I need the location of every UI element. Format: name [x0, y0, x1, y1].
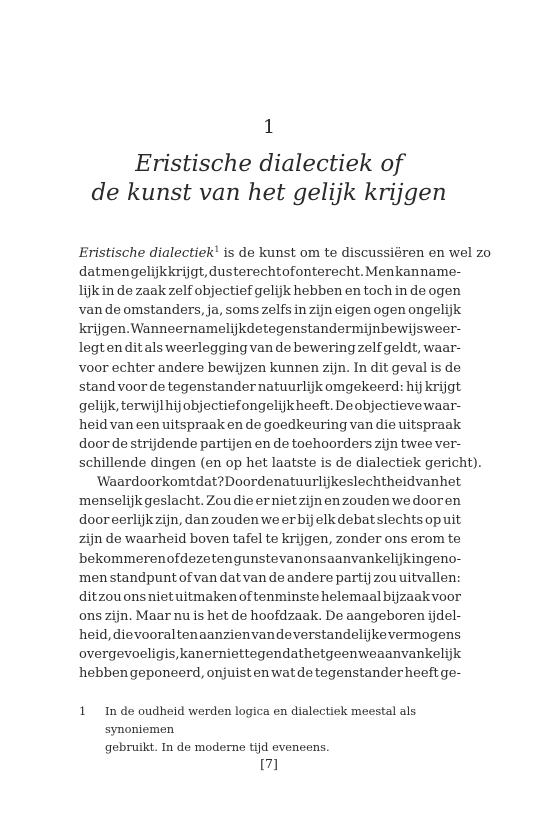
word: de [276, 627, 293, 643]
word: vermogens [387, 627, 461, 643]
word: uitvallen: [398, 570, 461, 586]
word: erom [410, 532, 445, 548]
word: dit [370, 360, 389, 376]
word: terwijl [120, 398, 164, 414]
word: hebben [293, 284, 343, 300]
word: en [444, 494, 461, 510]
chapter-title-line: Eristische dialectiek of [135, 151, 403, 177]
body-text [79, 244, 492, 683]
text-line [79, 569, 461, 588]
word: objectieve [354, 398, 423, 414]
footnote-line: gebruikt. In de moderne tijd eveneens. [105, 740, 330, 754]
word: uit [443, 513, 461, 529]
text-line [79, 645, 461, 664]
word: ogen [428, 284, 461, 300]
word: de [275, 341, 292, 357]
word: tegen [244, 646, 282, 662]
word: zijn [79, 532, 103, 548]
word: onterecht. [295, 265, 365, 281]
word: door [79, 513, 110, 529]
word: ons [123, 589, 147, 605]
word: bewijs [380, 322, 424, 338]
word: wat [271, 666, 296, 682]
word: in [394, 284, 408, 300]
word: deze [180, 551, 211, 567]
word: tegenstander [167, 379, 256, 395]
chapter-title [0, 150, 538, 208]
word: menselijk [79, 494, 143, 510]
word: hij [406, 379, 423, 395]
word: Door [224, 475, 258, 491]
text-line [79, 282, 461, 301]
word: tegenstander [314, 666, 403, 682]
word: van [279, 551, 303, 567]
word: ons [384, 532, 408, 548]
word: het [439, 475, 461, 491]
word: voor [117, 379, 148, 395]
word: namelijk [189, 322, 247, 338]
word: hebben [79, 666, 129, 682]
text-line [79, 511, 461, 530]
word: en [227, 417, 244, 433]
word: ons [79, 608, 103, 624]
word: verstandelijke [293, 627, 387, 643]
word: geponeerd, [129, 666, 205, 682]
word: partijen [200, 436, 253, 452]
word: van [349, 417, 374, 433]
word: natuurlijke [273, 475, 347, 491]
word: ten [211, 551, 233, 567]
word: De [334, 398, 354, 414]
word: te [447, 532, 461, 548]
emphasized-term: Eristische dialectiek [79, 246, 215, 261]
word: soms [225, 303, 260, 319]
word: weer- [423, 322, 461, 338]
word: zonder [335, 532, 382, 548]
word: omstanders, [123, 303, 206, 319]
word: geval [391, 360, 428, 376]
word: ver- [435, 436, 461, 452]
word: bewering [293, 341, 356, 357]
word: van [243, 570, 267, 586]
word: ongelijk [241, 398, 295, 414]
word: heid [79, 417, 108, 433]
word: zijn. [104, 608, 133, 624]
word: natuurlijk [257, 379, 323, 395]
word: toch [363, 284, 393, 300]
word: van [79, 303, 103, 319]
text-line [79, 435, 461, 454]
word: uitspraak [398, 417, 461, 433]
word: de [444, 360, 461, 376]
word: debat [337, 513, 375, 529]
word: zijn. [322, 360, 351, 376]
word: stand [79, 379, 116, 395]
word: aanzien [199, 627, 251, 643]
text-line [79, 378, 461, 397]
text-line [79, 473, 461, 492]
word: eerlijk [111, 513, 154, 529]
text-line [79, 301, 461, 320]
footnote-number: 1 [79, 704, 87, 718]
text-line [79, 588, 461, 607]
word: kan [395, 265, 420, 281]
word: dat [219, 570, 241, 586]
word: krijgen. [79, 322, 131, 338]
word: Waardoor [97, 475, 162, 491]
word: eigen [334, 303, 372, 319]
word: de [116, 284, 134, 300]
text-line [79, 664, 461, 683]
word: heeft. [295, 398, 334, 414]
word: de [246, 322, 263, 338]
word: hoofdzaak. [250, 608, 323, 624]
word: hetgeen [303, 646, 358, 662]
word: partij [335, 570, 372, 586]
word: ijdel- [427, 608, 461, 624]
text-line [79, 397, 461, 416]
word: of [282, 265, 295, 281]
word: en [324, 494, 341, 510]
word: name- [420, 265, 461, 281]
word: er [281, 513, 296, 529]
word: krijgt [424, 379, 461, 395]
word: zelf [357, 341, 382, 357]
word: zijn [374, 436, 399, 452]
word: gelijk [130, 265, 168, 281]
word: legt [79, 341, 105, 357]
chapter-title-line: de kunst van het gelijk krijgen [91, 180, 447, 206]
word: van [109, 417, 134, 433]
word: echter [111, 360, 155, 376]
word: van [193, 570, 218, 586]
word: boven [189, 532, 230, 548]
word: twee [400, 436, 433, 452]
word: dit [79, 589, 97, 605]
word: kunnen [269, 360, 320, 376]
word: Maar [135, 608, 171, 624]
word: het [207, 608, 229, 624]
word: slechts [376, 513, 424, 529]
word: uitspraak [162, 417, 225, 433]
word: vooral [134, 627, 176, 643]
word: dat? [195, 475, 225, 491]
word: zijn, [155, 513, 183, 529]
word: die [233, 494, 254, 510]
word: zijn [308, 303, 333, 319]
word: we [357, 646, 377, 662]
text-line [79, 244, 492, 263]
word: in [101, 284, 115, 300]
word: niet [218, 646, 245, 662]
word: aangeboren [346, 608, 426, 624]
word: terecht [233, 265, 282, 281]
word: mijn [351, 322, 381, 338]
word: heeft [404, 666, 439, 682]
word: waar- [423, 398, 461, 414]
text-line [79, 492, 461, 511]
word: De [325, 608, 344, 624]
word: de [273, 436, 290, 452]
word: Wanneer [130, 322, 190, 338]
word: als [144, 341, 164, 357]
word: is [430, 360, 442, 376]
footnote-line: In de oudheid werden logica en dialectiek meestal als synoniemen [105, 704, 417, 736]
word: op [424, 513, 442, 529]
word: standpunt [109, 570, 177, 586]
word: hij [165, 398, 182, 414]
footnote [79, 702, 461, 756]
word: geldt, [383, 341, 422, 357]
word: men [79, 570, 108, 586]
word: ingeno- [411, 551, 461, 567]
word: slechtheid [346, 475, 416, 491]
word: bijzaak [382, 589, 430, 605]
word: van [415, 475, 440, 491]
text-line [79, 530, 461, 549]
word: overgevoelig [79, 646, 165, 662]
word: bij [297, 513, 314, 529]
text-line-content: is de kunst om te discussiëren en wel zo [219, 246, 492, 261]
text-line [79, 607, 461, 626]
word: de [409, 284, 427, 300]
word: en [253, 666, 270, 682]
word: elk [315, 513, 336, 529]
word: waarheid [124, 532, 187, 548]
word: toehoorders [291, 436, 373, 452]
word: de [245, 417, 262, 433]
word: ogen [373, 303, 406, 319]
word: zouden [211, 513, 259, 529]
word: bewijzen [207, 360, 267, 376]
word: zijn [298, 494, 323, 510]
word: we [260, 513, 280, 529]
word: ongelijk [408, 303, 461, 319]
footnote-reference: 1 [214, 245, 220, 254]
word: krijgt, [167, 265, 209, 281]
text-line [79, 320, 461, 339]
word: Men [364, 265, 395, 281]
word: van [249, 341, 274, 357]
word: objectief [182, 398, 241, 414]
word: In [353, 360, 368, 376]
word: zaak [135, 284, 166, 300]
word: dat [79, 265, 101, 281]
word: zelf [168, 284, 193, 300]
text-line [79, 626, 461, 645]
word: ten [176, 627, 199, 643]
word: strijdende [130, 436, 198, 452]
word: voor [79, 360, 109, 376]
word: objectief [194, 284, 252, 300]
word: zou [98, 589, 122, 605]
word: komt [161, 475, 196, 491]
word: dat [282, 646, 304, 662]
word: van [251, 627, 276, 643]
word: de [149, 379, 166, 395]
word: voor [431, 589, 461, 605]
text-line: schillende dingen (en op het laatste is de dialectiek gericht). [79, 456, 482, 472]
word: andere [287, 570, 334, 586]
word: de [111, 436, 128, 452]
word: omgekeerd: [325, 379, 404, 395]
word: tegenstander [263, 322, 352, 338]
word: andere [157, 360, 205, 376]
word: zou [373, 570, 397, 586]
word: geslacht. [144, 494, 205, 510]
word: of [238, 589, 252, 605]
word: een [135, 417, 160, 433]
word: we [391, 494, 411, 510]
word: men [101, 265, 130, 281]
word: tafel [232, 532, 263, 548]
word: door [412, 494, 443, 510]
word: en [106, 341, 123, 357]
word: niet [147, 589, 174, 605]
word: aanvankelijk [377, 646, 461, 662]
word: lijk [79, 284, 100, 300]
word: Zou [206, 494, 232, 510]
word: die [375, 417, 396, 433]
word: de [257, 475, 274, 491]
word: gelijk [254, 284, 291, 300]
word: bekommeren [79, 551, 166, 567]
word: nu [173, 608, 191, 624]
word: door [79, 436, 110, 452]
word: te [265, 532, 279, 548]
word: aanvankelijk [327, 551, 411, 567]
word: ons [303, 551, 327, 567]
word: helemaal [320, 589, 382, 605]
word: in [294, 303, 307, 319]
word: waar- [423, 341, 461, 357]
word: die [112, 627, 134, 643]
word: goedkeuring [263, 417, 348, 433]
word: ge- [440, 666, 461, 682]
word: de [231, 608, 248, 624]
word: heid, [79, 627, 112, 643]
word: de [105, 532, 122, 548]
word: uitmaken [175, 589, 238, 605]
page-number: [7] [260, 756, 278, 771]
word: er [204, 646, 219, 662]
text-line [79, 339, 461, 358]
chapter-number: 1 [262, 116, 276, 138]
word: dus [208, 265, 233, 281]
word: niet [271, 494, 297, 510]
word: is [193, 608, 205, 624]
word: en [254, 436, 271, 452]
word: is, [164, 646, 180, 662]
word: dit [124, 341, 143, 357]
text-line [79, 550, 461, 569]
text-line [79, 416, 461, 435]
word: onjuist [206, 666, 252, 682]
word: tenminste [253, 589, 320, 605]
word: zelfs [261, 303, 292, 319]
word: ja, [207, 303, 224, 319]
word: er [255, 494, 270, 510]
word: dan [184, 513, 210, 529]
word: of [178, 570, 192, 586]
word: gunste [233, 551, 279, 567]
word: of [166, 551, 180, 567]
word: zouden [342, 494, 390, 510]
word: en [344, 284, 362, 300]
word: de [297, 666, 314, 682]
word: krijgen, [281, 532, 333, 548]
text-line [79, 263, 461, 282]
word: gelijk, [79, 398, 120, 414]
word: weerlegging [165, 341, 248, 357]
text-line [79, 359, 461, 378]
word: de [104, 303, 121, 319]
word: kan [179, 646, 204, 662]
word: de [268, 570, 285, 586]
